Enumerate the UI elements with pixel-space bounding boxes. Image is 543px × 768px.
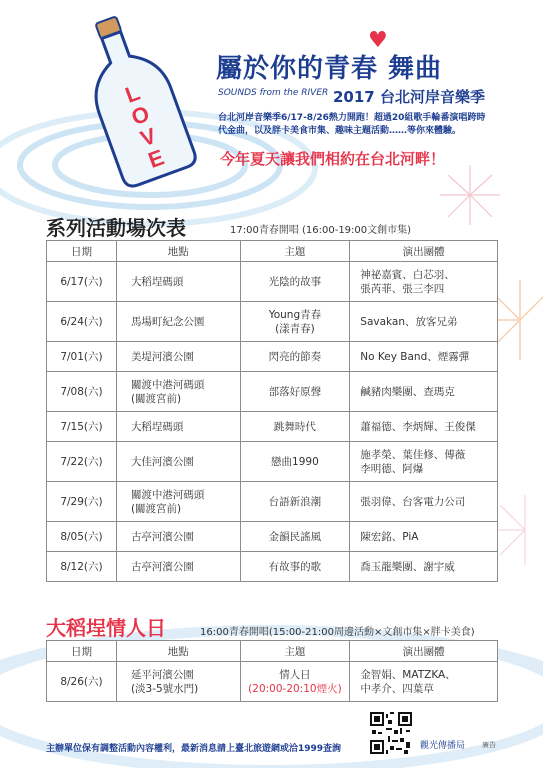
row-date xyxy=(47,372,117,412)
table-row xyxy=(47,482,498,522)
row-date xyxy=(47,442,117,482)
row-performers xyxy=(350,412,498,442)
row-theme xyxy=(240,302,350,342)
table-row xyxy=(47,552,498,582)
row-date-line: 7/01(六) xyxy=(60,350,103,363)
row-performers-line: 蕭福德、李炳輝、王俊傑 xyxy=(360,420,476,433)
performers-line: 金智娟、MATZKA、 xyxy=(360,668,456,681)
row-date xyxy=(47,302,117,342)
row-performers-line: 神祕嘉賓、白芯羽、 xyxy=(360,268,455,281)
row-location-line: 大佳河濱公園 xyxy=(130,455,194,468)
svg-text:V: V xyxy=(137,122,160,152)
row-performers-line: 喬玉龍樂團、謝宇威 xyxy=(360,560,455,573)
row-date xyxy=(47,482,117,522)
row-location xyxy=(116,522,240,552)
slogan: 今年夏天讓我們相約在台北河畔！ xyxy=(220,150,446,168)
schedule-table xyxy=(46,240,498,582)
valentine-table xyxy=(46,640,498,702)
row-location xyxy=(116,662,240,702)
row-performers-line: Savakan、放客兄弟 xyxy=(360,315,458,328)
row-performers xyxy=(350,482,498,522)
schedule-section-title: 系列活動場次表 xyxy=(46,216,186,240)
row-theme xyxy=(240,522,350,552)
header-theme: 主題 xyxy=(240,641,350,662)
main-title: 屬於你的青春 舞曲 xyxy=(216,54,443,84)
row-date-line: 7/29(六) xyxy=(60,495,103,508)
row-theme xyxy=(240,552,350,582)
table-header-row xyxy=(47,241,498,262)
description-line: 台北河岸音樂季6/17-8/26熱力開跑！超過20組歌手輪番演唱跨時 xyxy=(218,113,486,123)
row-date-line: 8/05(六) xyxy=(60,530,103,543)
row-location xyxy=(116,552,240,582)
row-performers-line: 鹹豬肉樂團、查瑪克 xyxy=(360,385,455,398)
footer-notice: 主辦單位保有調整活動內容權利，最新消息請上臺北旅遊網或洽1999查詢 xyxy=(46,744,342,754)
header-performers: 演出團體 xyxy=(350,241,498,262)
row-theme-line: Young青春 xyxy=(268,308,322,321)
row-theme xyxy=(240,442,350,482)
festival-description xyxy=(218,112,518,138)
row-performers-line: 李明德、阿爆 xyxy=(360,462,424,475)
row-location-line: 古亭河濱公園 xyxy=(130,560,194,573)
row-date xyxy=(47,342,117,372)
row-date xyxy=(47,412,117,442)
row-date xyxy=(47,522,117,552)
row-location xyxy=(116,442,240,482)
header-location: 地點 xyxy=(116,241,240,262)
festival-name: 2017 台北河岸音樂季 xyxy=(333,88,485,106)
row-location-line: (關渡宮前) xyxy=(130,502,182,515)
row-theme xyxy=(240,372,350,412)
row-date-line: 8/12(六) xyxy=(60,560,103,573)
header-location: 地點 xyxy=(116,641,240,662)
table-row xyxy=(47,662,498,702)
row-location-line: 關渡中港河碼頭 xyxy=(130,378,205,391)
row-location xyxy=(116,372,240,412)
header-date: 日期 xyxy=(47,641,117,662)
description-line: 代金曲，以及胖卡美食市集、趣味主題活動……等你來體驗。 xyxy=(218,126,462,136)
row-location xyxy=(116,412,240,442)
row-date-line: 6/17(六) xyxy=(60,275,103,288)
header-performers: 演出團體 xyxy=(350,641,498,662)
header-date: 日期 xyxy=(47,241,117,262)
header-theme: 主題 xyxy=(240,241,350,262)
row-date-line: 6/24(六) xyxy=(60,315,103,328)
row-theme xyxy=(240,482,350,522)
row-performers-line: 張芮菲、張三李四 xyxy=(360,282,445,295)
valentine-section-subtitle: 16:00青春開唱(15:00-21:00周邊活動×文創市集×胖卡美食) xyxy=(200,627,475,638)
table-row xyxy=(47,302,498,342)
row-location-line: (關渡宮前) xyxy=(130,392,182,405)
valentine-section-title: 大稻埕情人日 xyxy=(46,616,166,640)
row-theme xyxy=(240,662,350,702)
row-performers-line: 張羽偉、台客電力公司 xyxy=(360,495,466,508)
row-location-line: 大稻埕碼頭 xyxy=(130,420,184,433)
row-theme-line: 光陰的故事 xyxy=(268,275,322,288)
row-theme xyxy=(240,262,350,302)
row-performers xyxy=(350,522,498,552)
row-location xyxy=(116,482,240,522)
row-location xyxy=(116,342,240,372)
row-location-line: 大稻埕碼頭 xyxy=(130,275,184,288)
row-date-line: 7/22(六) xyxy=(60,455,103,468)
row-date xyxy=(47,262,117,302)
table-row xyxy=(47,262,498,302)
row-performers-line: 施孝榮、葉佳修、傅薇 xyxy=(360,448,466,461)
row-location-line: 美堤河濱公園 xyxy=(130,350,194,363)
heart-icon: ♥ xyxy=(368,28,388,53)
row-performers xyxy=(350,372,498,412)
row-theme-line: 金韻民謠風 xyxy=(268,530,322,543)
svg-text:L: L xyxy=(121,79,144,108)
row-theme-line: (漾青春) xyxy=(275,322,315,335)
row-performers xyxy=(350,442,498,482)
row-theme-line: 跳舞時代 xyxy=(273,420,316,433)
advertisement-label: 廣告 xyxy=(482,741,496,749)
location-line: 延平河濱公園 xyxy=(130,668,194,681)
row-theme-line: 戀曲1990 xyxy=(271,455,319,468)
row-theme-line: 部落好原聲 xyxy=(268,385,322,398)
row-date-line: 7/08(六) xyxy=(60,385,103,398)
table-row xyxy=(47,372,498,412)
row-performers-line: No Key Band、煙霧彈 xyxy=(360,350,470,363)
row-theme xyxy=(240,342,350,372)
row-date xyxy=(47,552,117,582)
row-location xyxy=(116,302,240,342)
row-theme-line: 有故事的歌 xyxy=(268,560,322,573)
love-bottle-illustration xyxy=(78,8,198,193)
row-location-line: 馬場町紀念公園 xyxy=(130,315,205,328)
row-performers xyxy=(350,262,498,302)
row-performers xyxy=(350,552,498,582)
qr-code-icon[interactable] xyxy=(370,712,412,754)
performers-line: 中孝介、四葉草 xyxy=(360,682,434,695)
row-location-line: 關渡中港河碼頭 xyxy=(130,488,205,501)
row-theme-line: 閃亮的節奏 xyxy=(268,350,322,363)
row-location-line: 古亭河濱公園 xyxy=(130,530,194,543)
location-line: (淡3-5號水門) xyxy=(130,682,199,695)
row-theme xyxy=(240,412,350,442)
table-header-row xyxy=(47,641,498,662)
sounds-from-the-river-text: SOUNDS from the RIVER xyxy=(218,88,329,98)
table-row xyxy=(47,522,498,552)
fireworks-time: (20:00-20:10煙火) xyxy=(248,682,342,695)
row-performers xyxy=(350,302,498,342)
row-theme-line: 台語新浪潮 xyxy=(268,495,322,508)
row-date-line: 7/15(六) xyxy=(60,420,103,433)
row-location xyxy=(116,262,240,302)
row-performers-line: 陳宏銘、PiA xyxy=(360,530,419,543)
row-performers xyxy=(350,662,498,702)
organizer-logo-text: 觀光傳播局 xyxy=(420,741,466,751)
theme-line: 情人日 xyxy=(279,668,311,681)
svg-text:E: E xyxy=(144,144,168,173)
schedule-section-subtitle: 17:00青春開唱 (16:00-19:00文創市集) xyxy=(230,225,412,236)
table-row xyxy=(47,442,498,482)
row-performers xyxy=(350,342,498,372)
row-date: 8/26(六) xyxy=(47,662,117,702)
table-row xyxy=(47,342,498,372)
svg-text:O: O xyxy=(128,100,153,131)
table-row xyxy=(47,412,498,442)
